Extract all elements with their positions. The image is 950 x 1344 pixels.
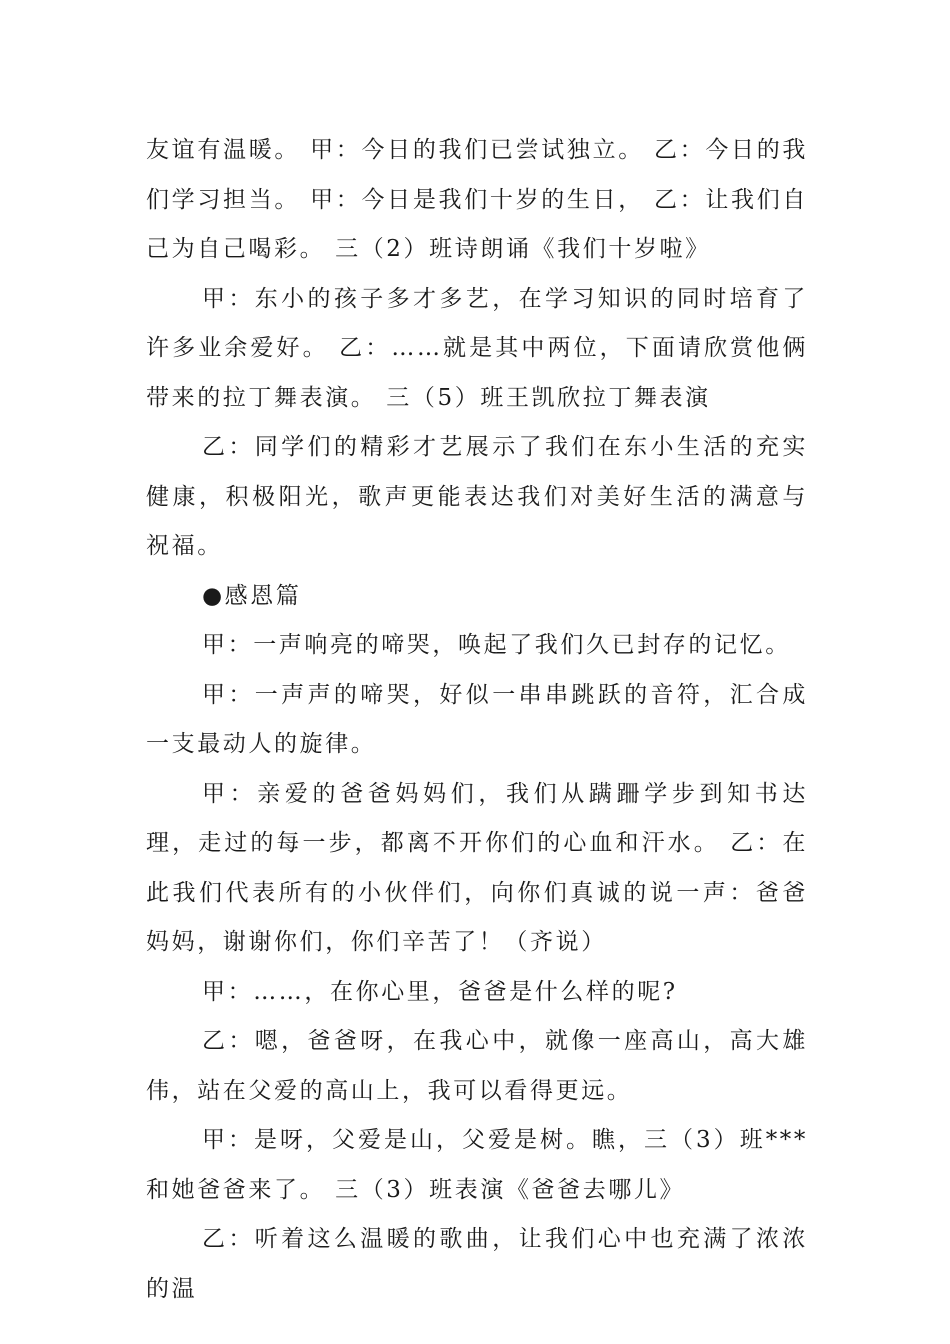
paragraph-8: 甲：……，在你心里，爸爸是什么样的呢? xyxy=(202,978,678,1005)
paragraph-6: 甲：一声声的啼哭，好似一串串跳跃的音符，汇合成一支最动人的旋律。 xyxy=(146,681,808,757)
paragraph-11: 乙：听着这么温暖的歌曲，让我们心中也充满了浓浓的温 xyxy=(146,1226,808,1302)
paragraph-3: 乙：同学们的精彩才艺展示了我们在东小生活的充实健康，积极阳光，歌声更能表达我们对美好生活的满意与祝福。 xyxy=(146,434,808,559)
paragraph-9: 乙：嗯，爸爸呀，在我心中，就像一座高山，高大雄伟，站在父爱的高山上，我可以看得更远。 xyxy=(146,1028,808,1104)
document-body xyxy=(146,126,808,1314)
paragraph-7: 甲：亲爱的爸爸妈妈们，我们从蹒跚学步到知书达理，走过的每一步，都离不开你们的心血和汗水。 乙：在此我们代表所有的小伙伴们，向你们真诚的说一声：爸爸妈妈，谢谢你们，你们辛苦了！（齐说） xyxy=(146,780,808,955)
section-heading-gratitude: ●感恩篇 xyxy=(202,582,302,609)
paragraph-2: 甲：东小的孩子多才多艺，在学习知识的同时培育了许多业余爱好。 乙：……就是其中两位，下面请欣赏他俩带来的拉丁舞表演。 三（5）班王凯欣拉丁舞表演 xyxy=(146,285,808,411)
paragraph-5: 甲：一声响亮的啼哭，唤起了我们久已封存的记忆。 xyxy=(202,632,791,658)
paragraph-1: 友谊有温暖。 甲：今日的我们已尝试独立。 乙：今日的我们学习担当。 甲：今日是我们十岁的生日， 乙：让我们自己为自己喝彩。 三（2）班诗朗诵《我们十岁啦》 xyxy=(146,137,808,262)
paragraph-10: 甲：是呀，父爱是山，父爱是树。瞧，三（3）班***和她爸爸来了。 三（3）班表演《爸爸去哪儿》 xyxy=(146,1127,808,1203)
